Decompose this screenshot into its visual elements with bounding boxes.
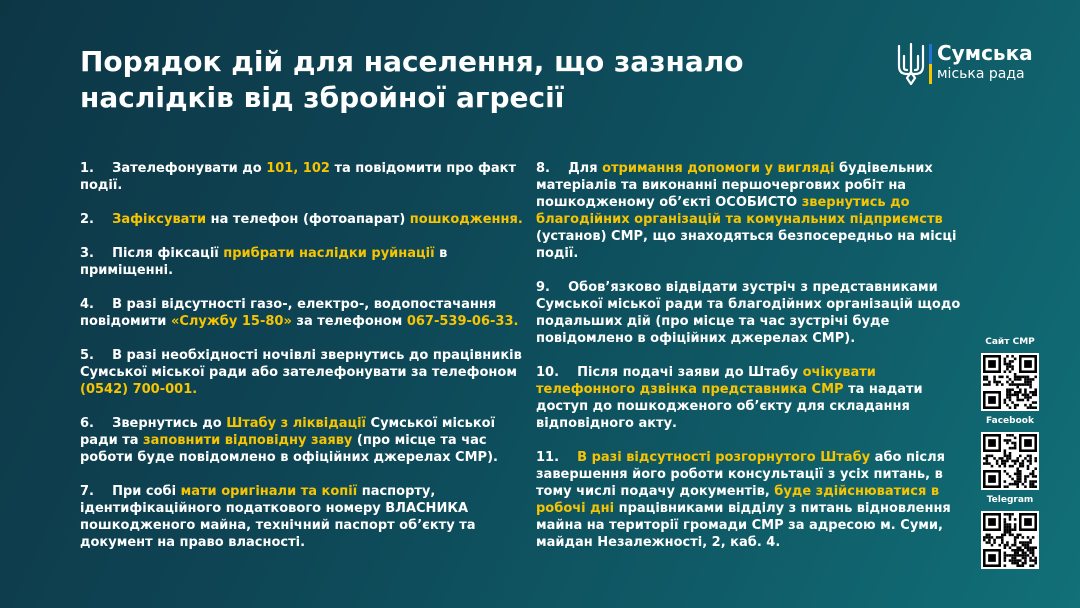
highlighted-text: прибрати наслідки руйнації — [223, 246, 435, 261]
trident-icon — [896, 42, 926, 86]
step-item — [536, 364, 966, 432]
step-text: Зателефонувати до — [112, 161, 267, 176]
step-item — [80, 211, 525, 228]
highlighted-text: звернутись до благодійних організацій та комунальних підприємств — [536, 195, 943, 227]
step-number: 7. — [80, 484, 113, 499]
step-item — [80, 160, 525, 194]
step-text: паспорту, ідентифікаційного податкового номеру ВЛАСНИКА пошкодженого майна, технічний паспорт об’єкту та документ на право власності. — [80, 484, 476, 550]
step-text: або після завершення його роботи консультації з усіх питань, в тому числі подачу документів, — [536, 450, 945, 499]
step-item — [536, 279, 966, 347]
highlighted-text: В разі відсутності розгорнутого Штабу — [577, 450, 871, 465]
step-text: В разі відсутності газо-, електро-, водопостачання повідомити — [80, 297, 497, 329]
step-item — [80, 347, 525, 398]
qr-code-icon[interactable] — [981, 511, 1039, 569]
qr-label: Telegram — [986, 495, 1034, 505]
step-text: (про місце та час роботи буде повідомлено в офіційних джерелах СМР). — [80, 433, 498, 465]
step-number: 6. — [80, 416, 113, 431]
highlighted-text: 101, 102 — [266, 161, 330, 176]
step-text: Після фіксації — [112, 246, 224, 261]
flag-blue — [929, 44, 932, 64]
step-item — [80, 415, 525, 466]
step-number: 9. — [536, 280, 569, 295]
step-text: (установ) СМР, що знаходяться безпосередньо на місці події. — [536, 229, 957, 261]
highlighted-text: заповнити відповідну заяву — [143, 433, 353, 448]
step-number: 1. — [80, 161, 113, 176]
qr-label: Facebook — [986, 416, 1034, 426]
highlighted-text: пошкодження. — [409, 212, 523, 227]
steps-column-left — [80, 160, 525, 568]
title-line-2: наслідків від збройної агресії — [80, 81, 565, 114]
page-title — [80, 44, 860, 116]
logo-subtitle: міська рада — [937, 66, 1025, 82]
step-number: 8. — [536, 161, 569, 176]
step-number: 5. — [80, 348, 113, 363]
step-text: В разі необхідності ночівлі звернутись до працівників Сумської міської ради або зателефонувати за телефоном — [80, 348, 522, 380]
city-council-logo — [896, 40, 1046, 90]
step-text: працівниками відділу з питань відновлення майна на території громади СМР за адресою м. Суми, майдан Незалежності, 2, каб. 4. — [536, 501, 951, 550]
highlighted-text: отримання допомоги у вигляді — [602, 161, 835, 176]
qr-block — [976, 337, 1044, 411]
flag-yellow — [929, 64, 932, 84]
steps-column-right — [536, 160, 966, 568]
qr-label: Сайт СМР — [985, 337, 1035, 347]
step-text: Для — [568, 161, 603, 176]
step-item — [536, 449, 966, 551]
highlighted-text: Штабу з ліквідації — [226, 416, 367, 431]
step-number: 4. — [80, 297, 113, 312]
step-text: Після подачі заяви до Штабу — [577, 365, 803, 380]
qr-code-icon[interactable] — [981, 432, 1039, 490]
qr-block — [976, 495, 1044, 569]
highlighted-text: 067-539-06-33. — [406, 314, 519, 329]
qr-block — [976, 416, 1044, 490]
step-text: та повідомити про факт події. — [80, 161, 517, 193]
step-text: будівельних матеріалів та виконанні першочергових робіт на пошкодженому об’єкті ОСОБИСТО — [536, 161, 933, 210]
qr-code-icon[interactable] — [981, 353, 1039, 411]
step-number: 3. — [80, 246, 113, 261]
step-text: Сумської міської ради та — [80, 416, 496, 448]
step-text: в приміщенні. — [80, 246, 448, 278]
step-text: та надати доступ до пошкодженого об’єкту для складання відповідного акту. — [536, 382, 923, 431]
step-item — [80, 296, 525, 330]
step-text: за телефоном — [291, 314, 407, 329]
step-text: Звернутись до — [112, 416, 227, 431]
highlighted-text: Зафіксувати — [112, 212, 207, 227]
step-item — [536, 160, 966, 262]
title-line-1: Порядок дій для населення, що зазнало — [80, 45, 744, 78]
highlighted-text: «Службу 15-80» — [170, 314, 292, 329]
logo-name: Сумська — [937, 41, 1033, 65]
step-item — [80, 483, 525, 551]
step-number: 10. — [536, 365, 578, 380]
step-text: на телефон (фотоапарат) — [206, 212, 410, 227]
step-item — [80, 245, 525, 279]
highlighted-text: (0542) 700-001. — [80, 382, 198, 397]
step-number: 11. — [536, 450, 578, 465]
flag-stripe — [929, 44, 932, 84]
highlighted-text: очікувати телефонного дзвінка представника СМР — [536, 365, 876, 397]
step-number: 2. — [80, 212, 113, 227]
step-text: При собі — [112, 484, 181, 499]
highlighted-text: мати оригінали та копії — [180, 484, 358, 499]
highlighted-text: буде здійснюватися в робочі дні — [536, 484, 940, 516]
step-text: Обов’язково відвідати зустріч з представниками Сумської міської ради та благодійних організацій щодо подальших дій (про місце та час зустрічі буде повідомлено в офіційних джерелах СМР). — [536, 280, 961, 346]
